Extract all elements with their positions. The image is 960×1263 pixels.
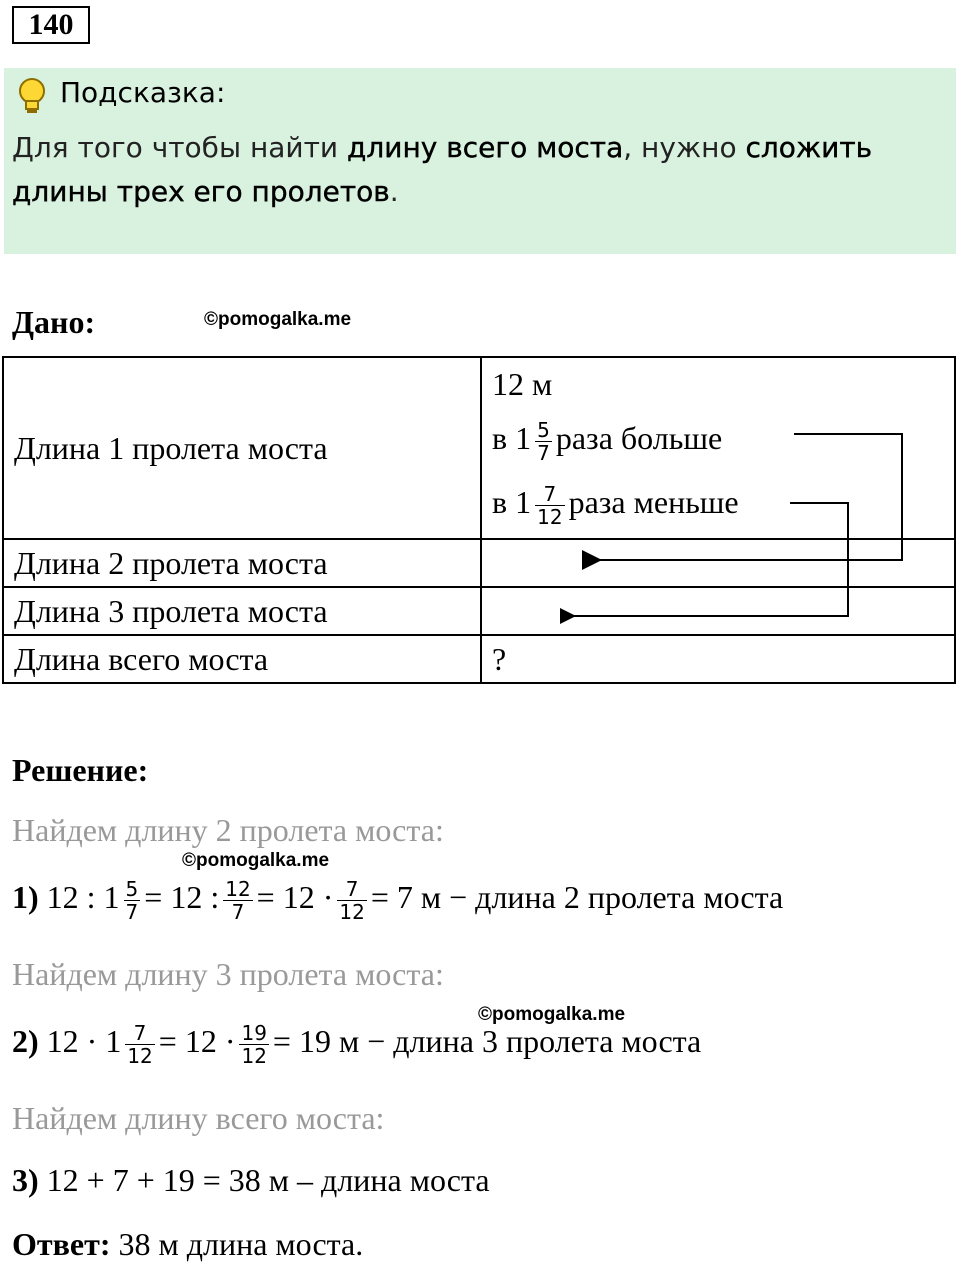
row-value: ?: [481, 635, 955, 683]
fraction: $\frac{5}{7}$: [537, 418, 550, 466]
answer: Ответ: 38 м длина моста.: [12, 1226, 364, 1262]
hint-text: Для того чтобы найти длину всего моста, нужно сложить длины трех его пролетов.: [12, 131, 873, 208]
row-label: Длина 3 пролета моста: [3, 587, 481, 635]
watermark: ©pomogalka.me: [204, 309, 352, 330]
step2-note: Найдем длину 3 пролета моста:: [12, 956, 444, 992]
fraction: $\frac{7}{12}$: [537, 482, 563, 530]
solution-label: Решение:: [12, 752, 149, 788]
row-label: Длина всего моста: [3, 635, 481, 683]
given-label: Дано:: [12, 304, 96, 340]
hint-title: Подсказка:: [60, 76, 226, 109]
step2: 2) 12 · 1 $\frac{7}{12}$ = 12 · $\frac{19}{12}$ = 19 м − длина 3 пролета моста: [12, 1021, 702, 1068]
problem-number: 140: [12, 6, 90, 44]
arrow-to-span2: [600, 434, 902, 560]
lightbulb-icon: [14, 76, 50, 116]
step1-note: Найдем длину 2 пролета моста:: [12, 812, 444, 848]
watermark: ©pomogalka.me: [182, 850, 330, 871]
span1-ratio-more: в 1 $\frac{5}{7}$ раза больше: [492, 418, 723, 466]
step3-note: Найдем длину всего моста:: [12, 1100, 385, 1136]
row-label: Длина 1 пролета моста: [3, 357, 481, 539]
step3: 3) 12 + 7 + 19 = 38 м – длина моста: [12, 1162, 490, 1198]
arrows: [560, 420, 920, 630]
span1-ratio-less: в 1 $\frac{7}{12}$ раза меньше: [492, 482, 739, 530]
span1-length: 12 м: [492, 366, 553, 402]
row-label: Длина 2 пролета моста: [3, 539, 481, 587]
table-row: [3, 635, 955, 683]
watermark: ©pomogalka.me: [478, 1004, 626, 1025]
step1: 1) 12 : 1 $\frac{5}{7}$ = 12 : $\frac{12}{7}$ = 12 · $\frac{7}{12}$ = 7 м − длина 2 пролета моста: [12, 877, 784, 924]
